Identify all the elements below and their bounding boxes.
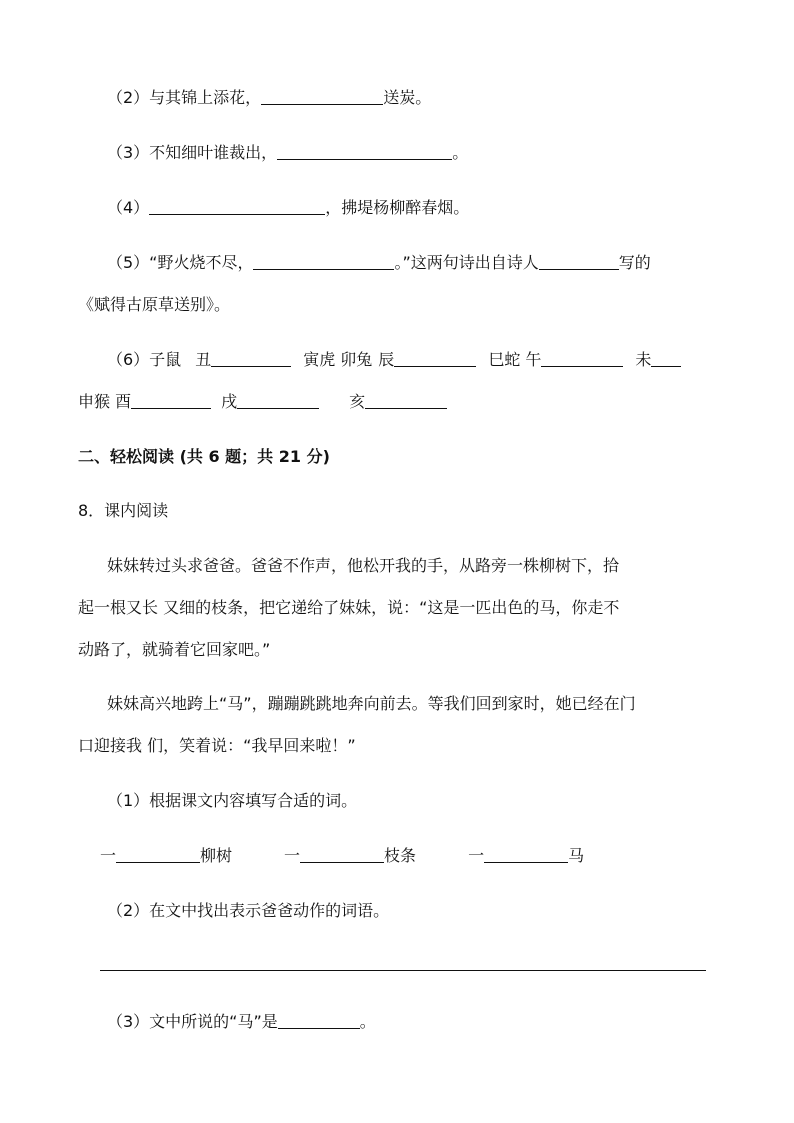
zodiac-si-wu: 巳蛇 午: [488, 350, 542, 369]
zodiac-wei: 未: [635, 350, 652, 369]
answer-blank[interactable]: [300, 846, 384, 863]
subquestion-3-text: （3）文中所说的“马”是: [107, 1012, 278, 1031]
answer-blank[interactable]: [484, 846, 568, 863]
q7-item-3-suffix: 。: [452, 143, 469, 162]
answer-blank[interactable]: [211, 350, 291, 367]
q7-item-4-text: ，拂堤杨柳醉春烟。: [325, 198, 470, 217]
q7-item-6-line2: [78, 391, 447, 413]
passage-p1-line2: 起一根又长 又细的枝条，把它递给了妹妹，说：“这是一匹出色的马，你走不: [78, 598, 620, 617]
answer-blank[interactable]: [365, 392, 447, 409]
zodiac-xu: 戌: [221, 392, 238, 411]
noun-zhitiao: 枝条: [384, 846, 417, 865]
subquestion-1: （1）根据课文内容填写合适的词。: [107, 791, 358, 810]
q7-item-2-suffix: 送炭。: [383, 88, 432, 107]
answer-blank[interactable]: [253, 253, 394, 270]
passage-p1-line1: 妹妹转过头求爸爸。爸爸不作声，他松开我的手，从路旁一株柳树下，拾: [107, 556, 620, 575]
answer-line[interactable]: [100, 970, 706, 971]
q7-item-2-text: （2）与其锦上添花，: [107, 88, 262, 107]
answer-blank[interactable]: [237, 392, 319, 409]
measure-word-2: 一: [284, 846, 301, 865]
section-title: 二、轻松阅读 (共 6 题；共 21 分): [78, 447, 330, 466]
answer-blank[interactable]: [541, 350, 623, 367]
subquestion-3: [107, 1011, 376, 1033]
zodiac-shen-you: 申猴 酉: [78, 392, 132, 411]
zodiac-chou: 丑: [195, 350, 212, 369]
measure-word-3: 一: [468, 846, 485, 865]
q7-item-5-middle: 。”这两句诗出自诗人: [394, 253, 539, 272]
q7-item-4-label: （4）: [107, 198, 150, 217]
q7-item-3: [107, 142, 468, 164]
answer-blank[interactable]: [131, 392, 211, 409]
passage-p1-line3: 动路了，就骑着它回家吧。”: [78, 640, 271, 659]
fill-words-row: [100, 845, 584, 867]
zodiac-label: （6）子鼠: [107, 350, 182, 369]
q7-item-5-line2: 《赋得古原草送别》。: [78, 295, 231, 314]
question-title: 8．课内阅读: [78, 501, 169, 520]
q7-item-4: [107, 197, 469, 219]
subquestion-3-suffix: 。: [359, 1012, 376, 1031]
answer-blank[interactable]: [651, 350, 681, 367]
passage-p2-line1: 妹妹高兴地跨上“马”，蹦蹦跳跳地奔向前去。等我们回到家时，她已经在门: [107, 694, 636, 713]
q7-item-2: [107, 87, 431, 109]
zodiac-chen: 辰: [378, 350, 395, 369]
answer-blank[interactable]: [116, 846, 200, 863]
answer-blank[interactable]: [261, 88, 383, 105]
q7-item-5-suffix: 写的: [618, 253, 651, 272]
passage-p2-line2: 口迎接我 们，笑着说：“我早回来啦！”: [78, 736, 356, 755]
q7-item-5: [107, 252, 651, 274]
zodiac-hai: 亥: [349, 392, 366, 411]
answer-blank[interactable]: [278, 1012, 360, 1029]
q7-item-6-line1: [107, 349, 681, 371]
noun-ma: 马: [568, 846, 585, 865]
zodiac-yin-mao: 寅虎 卯兔: [303, 350, 373, 369]
answer-blank[interactable]: [149, 198, 325, 215]
measure-word-1: 一: [100, 846, 117, 865]
q7-item-3-text: （3）不知细叶谁裁出，: [107, 143, 278, 162]
answer-blank[interactable]: [394, 350, 476, 367]
answer-blank[interactable]: [277, 143, 452, 160]
noun-liushu: 柳树: [200, 846, 233, 865]
poet-blank[interactable]: [539, 253, 619, 270]
q7-item-5-text: （5）“野火烧不尽，: [107, 253, 254, 272]
subquestion-2: （2）在文中找出表示爸爸动作的词语。: [107, 901, 390, 920]
